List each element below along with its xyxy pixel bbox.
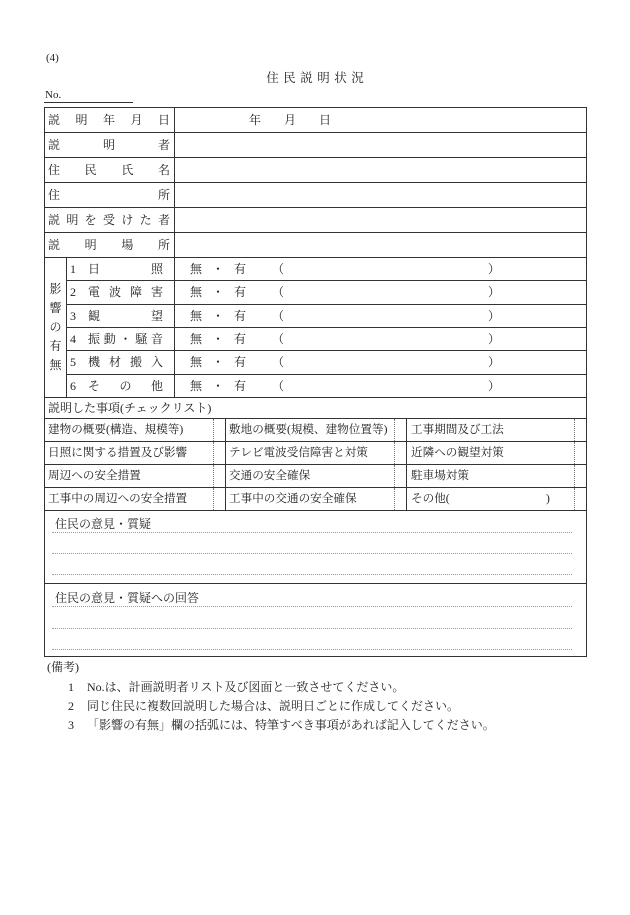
checkbox bbox=[213, 419, 225, 441]
resident-opinions-label: 住民の意見・質疑 bbox=[55, 517, 152, 531]
checklist-item-label: 交通の安全確保 bbox=[229, 469, 311, 482]
label-char: 所 bbox=[157, 238, 170, 252]
checklist-heading: 説明した事項(チェックリスト) bbox=[48, 401, 212, 415]
impact-none-option: 無 bbox=[190, 378, 203, 393]
checklist-item bbox=[226, 419, 407, 441]
label-char: 年 bbox=[102, 113, 115, 127]
label-char: 者 bbox=[157, 138, 170, 152]
checklist-item bbox=[226, 442, 407, 464]
label-char: 説 bbox=[48, 213, 61, 227]
writing-line bbox=[52, 532, 572, 533]
impact-item-number: 3 bbox=[70, 308, 76, 323]
impact-item-label bbox=[88, 305, 163, 327]
note-number: 1 bbox=[68, 680, 74, 694]
explainer-value bbox=[175, 133, 586, 157]
checkbox bbox=[574, 442, 586, 464]
impact-item-label-cell bbox=[67, 258, 175, 280]
impact-open-paren: （ bbox=[272, 332, 285, 347]
month-unit: 月 bbox=[284, 113, 297, 127]
label-char: 説 bbox=[48, 238, 61, 252]
impact-none-option: 無 bbox=[190, 355, 203, 370]
impact-separator: ・ bbox=[212, 378, 225, 393]
label-char: 説 bbox=[48, 138, 61, 152]
impact-row-vibration-noise bbox=[67, 328, 586, 351]
row-label-cell bbox=[45, 133, 175, 157]
note-item bbox=[68, 699, 588, 713]
row-explanation-date bbox=[45, 108, 586, 133]
impact-rows bbox=[67, 258, 586, 397]
checklist-item bbox=[226, 488, 407, 510]
note-number: 2 bbox=[68, 699, 74, 713]
checkbox bbox=[394, 419, 406, 441]
row-label-cell bbox=[45, 208, 175, 232]
label-char: 波 bbox=[108, 285, 121, 300]
impact-row-other bbox=[67, 375, 586, 397]
label-char: 音 bbox=[150, 332, 163, 347]
impact-yes-option: 有 bbox=[234, 262, 247, 277]
checklist-item-label: 敷地の概要(規模、建物位置等) bbox=[229, 423, 388, 436]
impact-open-paren: （ bbox=[272, 308, 285, 323]
label-char: 氏 bbox=[121, 163, 134, 177]
answers-label: 住民の意見・質疑への回答 bbox=[55, 591, 200, 605]
label-char: 他 bbox=[150, 378, 163, 393]
impact-item-number: 6 bbox=[70, 378, 76, 393]
impact-item-label-cell bbox=[67, 305, 175, 327]
impact-heading bbox=[45, 258, 67, 397]
checkbox bbox=[574, 419, 586, 441]
label-char: 電 bbox=[88, 285, 101, 300]
checkbox bbox=[213, 488, 225, 510]
label-char: 動 bbox=[103, 332, 116, 347]
impact-item-number: 4 bbox=[70, 332, 76, 347]
label-char: 場 bbox=[121, 238, 134, 252]
checklist-row bbox=[45, 488, 586, 511]
row-explainer bbox=[45, 133, 586, 158]
checklist-item bbox=[45, 465, 226, 487]
label-char: 明 bbox=[102, 138, 115, 152]
other-close-paren: ) bbox=[546, 492, 550, 505]
impact-yes-option: 有 bbox=[234, 355, 247, 370]
row-label-cell bbox=[45, 233, 175, 257]
no-label: No. bbox=[45, 89, 62, 101]
checklist-row bbox=[45, 465, 586, 488]
explanation-place-value bbox=[175, 233, 586, 257]
impact-row-sunlight bbox=[67, 258, 586, 281]
resident-name-label bbox=[48, 158, 170, 182]
label-char: た bbox=[139, 213, 152, 227]
impact-separator: ・ bbox=[212, 355, 225, 370]
impact-yes-option: 有 bbox=[234, 378, 247, 393]
impact-none-option: 無 bbox=[190, 262, 203, 277]
label-char: 機 bbox=[88, 355, 101, 370]
impact-close-paren: ） bbox=[488, 262, 501, 277]
notes-heading: (備考) bbox=[47, 660, 79, 674]
note-number: 3 bbox=[68, 718, 74, 732]
impact-item-label bbox=[88, 328, 163, 350]
checklist-item-label: 建物の概要(構造、規模等) bbox=[48, 423, 184, 436]
impact-item-label-cell bbox=[67, 351, 175, 373]
label-char: 響 bbox=[49, 301, 62, 315]
writing-line bbox=[52, 574, 572, 575]
day-unit: 日 bbox=[319, 113, 332, 127]
label-char: 名 bbox=[157, 163, 170, 177]
impact-item-number: 1 bbox=[70, 262, 76, 277]
row-address bbox=[45, 183, 586, 208]
checklist-item bbox=[45, 419, 226, 441]
label-char: 搬 bbox=[129, 355, 142, 370]
impact-separator: ・ bbox=[212, 285, 225, 300]
checklist-item-label: 工事期間及び工法 bbox=[411, 423, 504, 436]
row-explanation-place bbox=[45, 233, 586, 258]
impact-separator: ・ bbox=[212, 262, 225, 277]
impact-separator: ・ bbox=[212, 332, 225, 347]
impact-item-label-cell bbox=[67, 375, 175, 397]
label-char: 障 bbox=[129, 285, 142, 300]
impact-item-number: 5 bbox=[70, 355, 76, 370]
row-label-cell bbox=[45, 158, 175, 182]
label-char: 望 bbox=[150, 308, 163, 323]
impact-item-label bbox=[88, 281, 163, 303]
impact-open-paren: （ bbox=[272, 285, 285, 300]
checklist-item-label: 周辺への安全措置 bbox=[48, 469, 141, 482]
checkbox bbox=[213, 465, 225, 487]
resident-name-value bbox=[175, 158, 586, 182]
checkbox bbox=[394, 465, 406, 487]
impact-item-label bbox=[88, 351, 163, 373]
label-char: 明 bbox=[66, 213, 79, 227]
explainer-label bbox=[48, 133, 170, 157]
label-char: 住 bbox=[48, 188, 61, 202]
impact-close-paren: ） bbox=[488, 285, 501, 300]
label-char: 照 bbox=[150, 262, 163, 277]
writing-line bbox=[52, 606, 572, 607]
checklist-item-label: テレビ電波受信障害と対策 bbox=[229, 446, 368, 459]
label-char: 騒 bbox=[135, 332, 148, 347]
label-char: 月 bbox=[130, 113, 143, 127]
impact-item-number: 2 bbox=[70, 285, 76, 300]
label-char: 所 bbox=[157, 188, 170, 202]
checklist-item-label: その他( bbox=[411, 492, 450, 505]
label-char: を bbox=[84, 213, 97, 227]
form-title: 住民説明状況 bbox=[266, 71, 369, 85]
label-char: 明 bbox=[84, 238, 97, 252]
impact-open-paren: （ bbox=[272, 355, 285, 370]
label-char: 無 bbox=[49, 358, 62, 372]
address-label bbox=[48, 183, 170, 207]
writing-line bbox=[52, 628, 572, 629]
writing-line bbox=[52, 553, 572, 554]
label-char: 観 bbox=[88, 308, 101, 323]
impact-yes-option: 有 bbox=[234, 285, 247, 300]
recipient-label bbox=[48, 208, 170, 232]
checkbox bbox=[574, 488, 586, 510]
note-item bbox=[68, 718, 588, 732]
impact-yes-option: 有 bbox=[234, 308, 247, 323]
explanation-place-label bbox=[48, 233, 170, 257]
label-char: 者 bbox=[157, 213, 170, 227]
row-recipient bbox=[45, 208, 586, 233]
checklist-item bbox=[407, 442, 586, 464]
impact-yes-option: 有 bbox=[234, 332, 247, 347]
impact-row-equipment-delivery bbox=[67, 351, 586, 374]
label-char: 日 bbox=[157, 113, 170, 127]
checklist-item-label: 工事中の周辺への安全措置 bbox=[48, 492, 188, 505]
label-char: 日 bbox=[88, 262, 101, 277]
note-text: 同じ住民に複数回説明した場合は、説明日ごとに作成してください。 bbox=[87, 699, 460, 713]
section-number: (4) bbox=[46, 52, 59, 64]
impact-row-radio-interference bbox=[67, 281, 586, 304]
checklist-item-label: 日照に関する措置及び影響 bbox=[48, 446, 188, 459]
checklist-item-other bbox=[407, 488, 586, 510]
row-label-cell bbox=[45, 183, 175, 207]
address-value bbox=[175, 183, 586, 207]
impact-row-view bbox=[67, 305, 586, 328]
impact-item-label-cell bbox=[67, 281, 175, 303]
label-char: 明 bbox=[75, 113, 88, 127]
checklist-grid bbox=[45, 419, 586, 511]
label-char: ・ bbox=[119, 332, 132, 347]
label-char: 入 bbox=[150, 355, 163, 370]
label-char: の bbox=[119, 378, 132, 393]
note-item bbox=[68, 680, 588, 694]
checklist-row bbox=[45, 419, 586, 442]
impact-none-option: 無 bbox=[190, 285, 203, 300]
resident-opinions-section bbox=[45, 511, 586, 584]
checklist-item-label: 駐車場対策 bbox=[411, 469, 469, 482]
checklist-row bbox=[45, 442, 586, 465]
checkbox bbox=[213, 442, 225, 464]
checkbox bbox=[394, 442, 406, 464]
explanation-date-label bbox=[48, 108, 170, 132]
row-resident-name bbox=[45, 158, 586, 183]
answers-section bbox=[45, 584, 586, 656]
label-char: 振 bbox=[88, 332, 101, 347]
label-char: け bbox=[121, 213, 134, 227]
checklist-item-label: 近隣への観望対策 bbox=[411, 446, 504, 459]
recipient-value bbox=[175, 208, 586, 232]
impact-open-paren: （ bbox=[272, 378, 285, 393]
year-unit: 年 bbox=[249, 113, 262, 127]
impact-item-label bbox=[88, 375, 163, 397]
impact-close-paren: ） bbox=[488, 332, 501, 347]
label-char: 説 bbox=[48, 113, 61, 127]
checklist-item bbox=[45, 442, 226, 464]
impact-close-paren: ） bbox=[488, 355, 501, 370]
checkbox bbox=[574, 465, 586, 487]
note-text: No.は、計画説明者リスト及び図面と一致させてください。 bbox=[87, 680, 405, 694]
impact-item-label bbox=[88, 258, 163, 280]
label-char: 影 bbox=[49, 282, 62, 296]
checklist-item-label: 工事中の交通の安全確保 bbox=[229, 492, 357, 505]
impact-section bbox=[45, 258, 586, 398]
impact-none-option: 無 bbox=[190, 332, 203, 347]
checklist-item bbox=[226, 465, 407, 487]
impact-open-paren: （ bbox=[272, 262, 285, 277]
impact-close-paren: ） bbox=[488, 378, 501, 393]
label-char: 住 bbox=[48, 163, 61, 177]
label-char: 有 bbox=[49, 339, 62, 353]
impact-none-option: 無 bbox=[190, 308, 203, 323]
note-text: 「影響の有無」欄の括弧には、特筆すべき事項があれば記入してください。 bbox=[87, 718, 495, 732]
checklist-item bbox=[407, 419, 586, 441]
label-char: そ bbox=[88, 378, 101, 393]
label-char: の bbox=[49, 320, 62, 334]
label-char: 材 bbox=[108, 355, 121, 370]
checklist-heading-row bbox=[45, 398, 586, 419]
label-char: 受 bbox=[102, 213, 115, 227]
no-field bbox=[44, 89, 133, 103]
checklist-item bbox=[407, 465, 586, 487]
impact-item-label-cell bbox=[67, 328, 175, 350]
writing-line bbox=[52, 649, 572, 650]
row-label-cell bbox=[45, 108, 175, 132]
checkbox bbox=[394, 488, 406, 510]
impact-separator: ・ bbox=[212, 308, 225, 323]
label-char: 民 bbox=[84, 163, 97, 177]
label-char: 害 bbox=[150, 285, 163, 300]
checklist-item bbox=[45, 488, 226, 510]
explanation-date-value bbox=[175, 108, 586, 132]
form-table bbox=[44, 107, 587, 657]
impact-close-paren: ） bbox=[488, 308, 501, 323]
